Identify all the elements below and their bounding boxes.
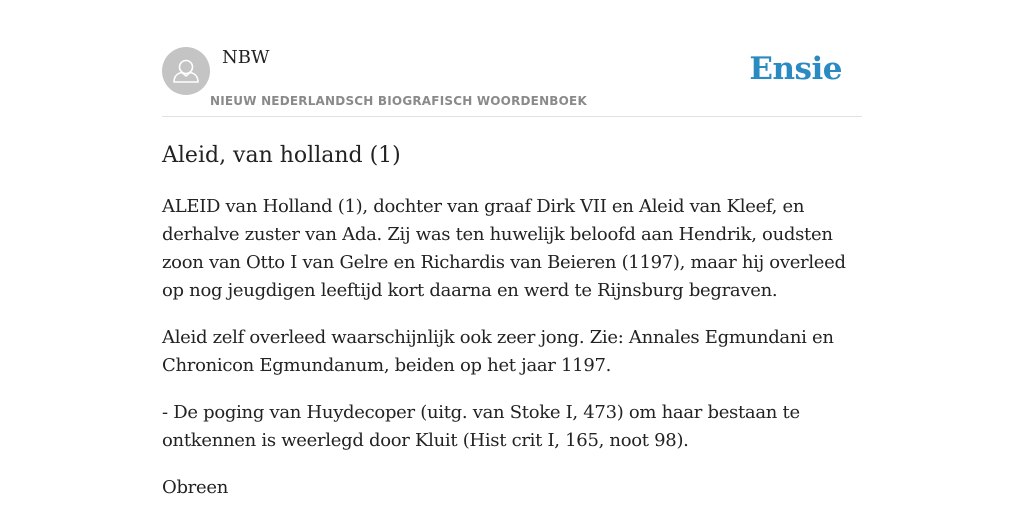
source-name[interactable]: NBW <box>222 47 270 68</box>
article-card <box>162 0 862 512</box>
brand-logo[interactable]: Ensie <box>749 51 842 87</box>
avatar[interactable] <box>162 47 210 95</box>
article-body <box>162 193 862 502</box>
user-icon <box>162 47 210 95</box>
article-title: Aleid, van holland (1) <box>162 143 401 168</box>
article-paragraph: ALEID van Holland (1), dochter van graaf Dirk VII en Aleid van Kleef, en derhalve zuster van Ada. Zij was ten huwelijk beloofd aan Hendrik, oudsten zoon van Otto I van Gelre en Richardis van Beieren (1197), maar hij overleed op nog jeugdigen leeftijd kort daarna en werd te Rijnsburg begraven. <box>162 196 846 301</box>
source-header <box>162 0 862 117</box>
source-full-name[interactable]: NIEUW NEDERLANDSCH BIOGRAFISCH WOORDENBOEK <box>210 94 587 108</box>
article-paragraph: Aleid zelf overleed waarschijnlijk ook zeer jong. Zie: Annales Egmundani en Chronicon Egmundanum, beiden op het jaar 1197. <box>162 327 834 376</box>
article-paragraph: - De poging van Huydecoper (uitg. van Stoke I, 473) om haar bestaan te ontkennen is weerlegd door Kluit (Hist crit I, 165, noot 98). <box>162 402 800 451</box>
article-author: Obreen <box>162 477 228 498</box>
